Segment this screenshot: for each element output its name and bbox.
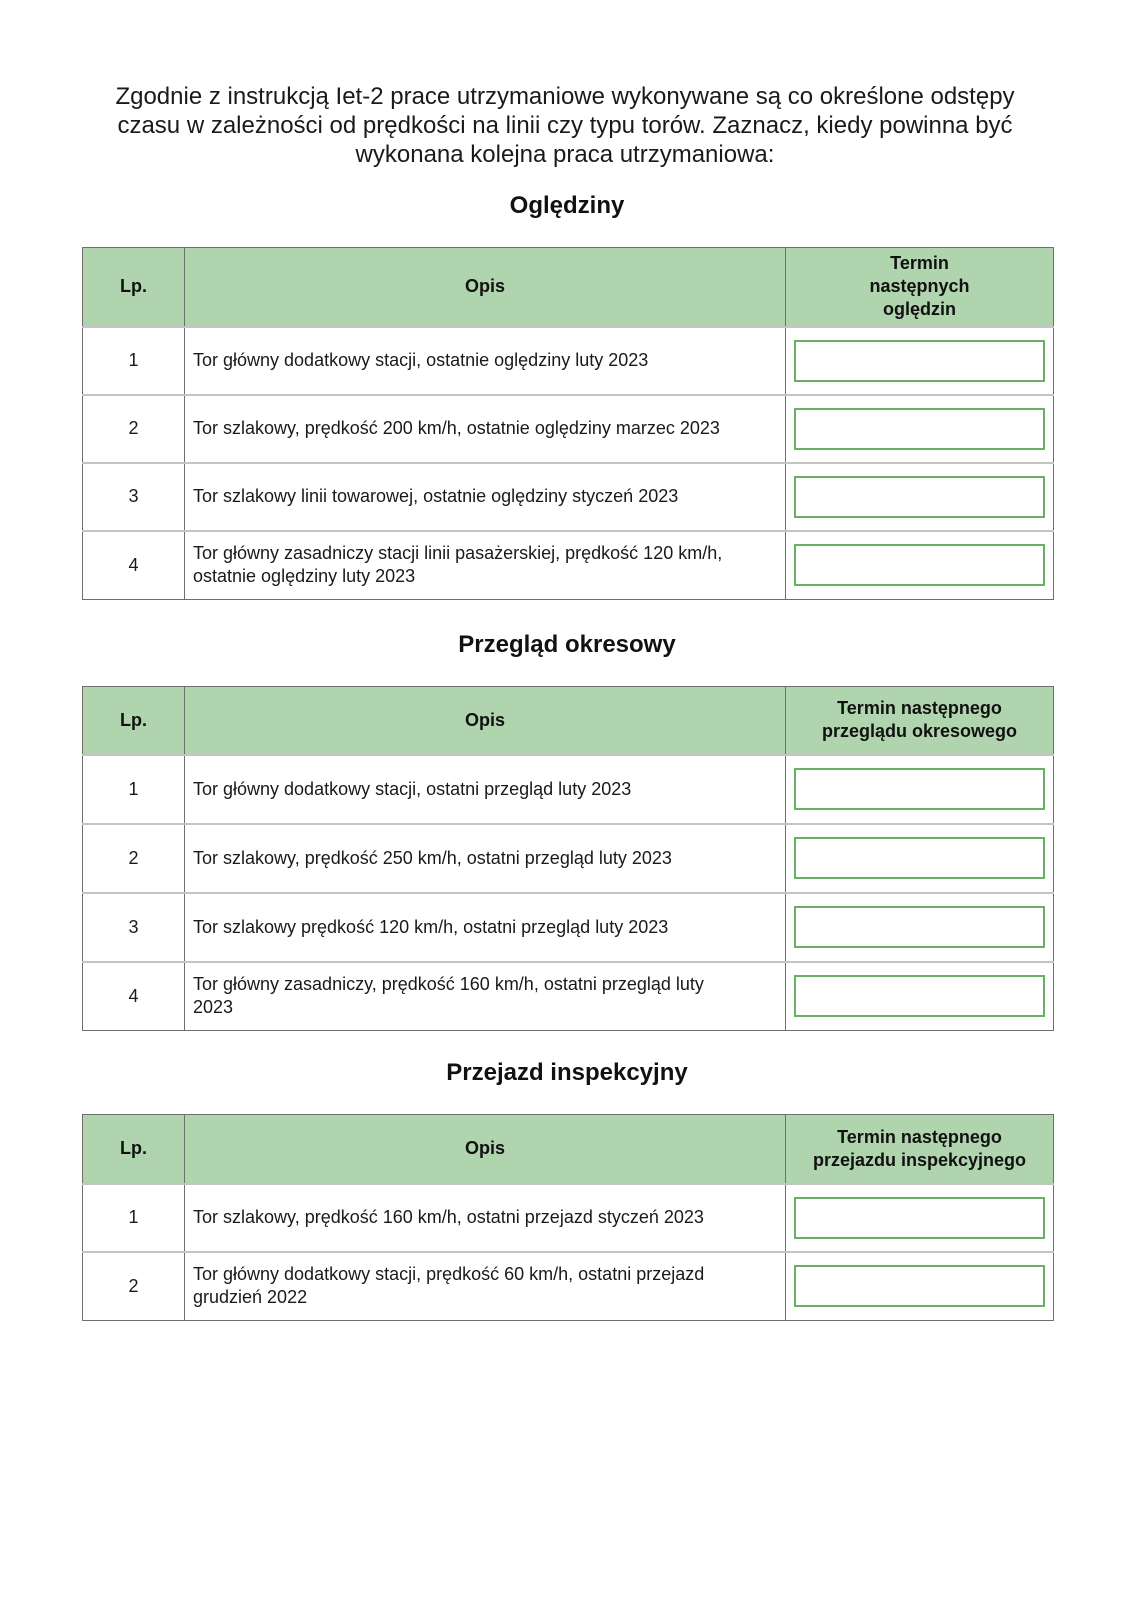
row-number: 4 <box>83 962 185 1031</box>
table-row <box>83 893 1054 962</box>
table-row <box>83 463 1054 531</box>
header-opis: Opis <box>185 248 786 327</box>
row-number: 4 <box>83 531 185 600</box>
header-lp: Lp. <box>83 248 185 327</box>
table-row <box>83 531 1054 600</box>
row-number: 1 <box>83 755 185 824</box>
answer-input[interactable] <box>794 1197 1045 1239</box>
row-number: 2 <box>83 1252 185 1321</box>
row-description: Tor szlakowy linii towarowej, ostatnie oględziny styczeń 2023 <box>185 463 786 531</box>
header-termin: Termin następnego przeglądu okresowego <box>786 687 1054 755</box>
answer-input[interactable] <box>794 476 1045 518</box>
instructions-text: Zgodnie z instrukcją Iet-2 prace utrzymaniowe wykonywane są co określone odstępy czasu w zależności od prędkości na linii czy typu torów. Zaznacz, kiedy powinna być wykonana kolejna praca utrzymaniowa: <box>115 83 1015 168</box>
row-description: Tor główny dodatkowy stacji, ostatnie oględziny luty 2023 <box>185 327 786 395</box>
row-description: Tor szlakowy, prędkość 250 km/h, ostatni przegląd luty 2023 <box>185 824 786 893</box>
przejazd-inspekcyjny-table <box>82 1114 1054 1321</box>
header-opis: Opis <box>185 687 786 755</box>
answer-input[interactable] <box>794 768 1045 810</box>
section-title-przeglad-okresowy: Przegląd okresowy <box>458 631 676 658</box>
table-row <box>83 1252 1054 1321</box>
table-row <box>83 327 1054 395</box>
answer-input[interactable] <box>794 408 1045 450</box>
header-lp: Lp. <box>83 1115 185 1184</box>
row-number: 3 <box>83 463 185 531</box>
table-header-row <box>83 687 1054 755</box>
header-opis: Opis <box>185 1115 786 1184</box>
row-description: Tor szlakowy, prędkość 160 km/h, ostatni przejazd styczeń 2023 <box>185 1184 786 1252</box>
answer-input[interactable] <box>794 1265 1045 1307</box>
row-number: 3 <box>83 893 185 962</box>
row-description: Tor główny zasadniczy stacji linii pasażerskiej, prędkość 120 km/h, ostatnie oględziny luty 2023 <box>185 531 786 600</box>
row-number: 1 <box>83 1184 185 1252</box>
header-termin: Termin następnego przejazdu inspekcyjnego <box>786 1115 1054 1184</box>
table-row <box>83 1184 1054 1252</box>
table-row <box>83 755 1054 824</box>
section-title-przejazd-inspekcyjny: Przejazd inspekcyjny <box>446 1059 688 1086</box>
row-description: Tor główny dodatkowy stacji, ostatni przegląd luty 2023 <box>185 755 786 824</box>
row-description: Tor szlakowy, prędkość 200 km/h, ostatnie oględziny marzec 2023 <box>185 395 786 463</box>
przeglad-okresowy-table <box>82 686 1054 1031</box>
table-row <box>83 962 1054 1031</box>
row-number: 1 <box>83 327 185 395</box>
table-header-row <box>83 1115 1054 1184</box>
table-row <box>83 395 1054 463</box>
answer-input[interactable] <box>794 340 1045 382</box>
row-number: 2 <box>83 824 185 893</box>
answer-input[interactable] <box>794 906 1045 948</box>
header-lp: Lp. <box>83 687 185 755</box>
table-header-row <box>83 248 1054 327</box>
header-termin: Termin następnych oględzin <box>786 248 1054 327</box>
row-number: 2 <box>83 395 185 463</box>
answer-input[interactable] <box>794 837 1045 879</box>
row-description: Tor szlakowy prędkość 120 km/h, ostatni przegląd luty 2023 <box>185 893 786 962</box>
section-title-ogledziny: Oględziny <box>509 192 625 219</box>
answer-input[interactable] <box>794 544 1045 586</box>
table-row <box>83 824 1054 893</box>
row-description: Tor główny zasadniczy, prędkość 160 km/h, ostatni przegląd luty 2023 <box>185 962 786 1031</box>
ogledziny-table <box>82 247 1054 600</box>
answer-input[interactable] <box>794 975 1045 1017</box>
row-description: Tor główny dodatkowy stacji, prędkość 60 km/h, ostatni przejazd grudzień 2022 <box>185 1252 786 1321</box>
